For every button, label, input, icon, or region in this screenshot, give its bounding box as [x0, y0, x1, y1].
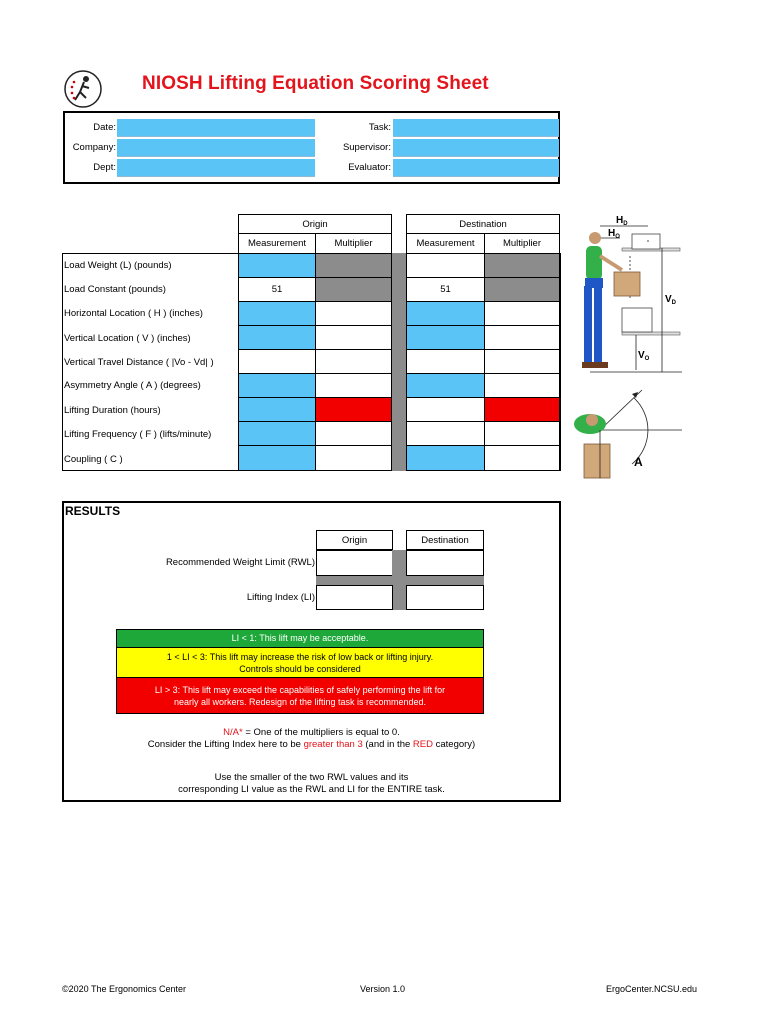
origin-load-constant-value: 51	[271, 284, 283, 295]
hd-label: $H_D$	[616, 215, 628, 227]
destination-multiplier-header: Multiplier	[502, 238, 541, 249]
origin-load-constant-multiplier	[315, 277, 392, 302]
consider-prefix: Consider the Lifting Index here to be	[147, 739, 304, 750]
na-label: N/A*	[223, 727, 243, 738]
origin-vertical-input[interactable]	[238, 325, 316, 350]
task-field[interactable]	[393, 119, 559, 137]
results-title: RESULTS	[65, 504, 121, 518]
asymmetry-angle-illustration	[570, 386, 682, 482]
row-label-travel-distance: Vertical Travel Distance ( |Vo - Vd| )	[64, 357, 214, 368]
row-label-vertical: Vertical Location ( V ) (inches)	[64, 333, 191, 344]
risk-band-red	[116, 677, 484, 714]
origin-coupling-input[interactable]	[238, 445, 316, 471]
ho-label: $H_O$	[608, 228, 620, 240]
company-field[interactable]	[117, 139, 315, 157]
origin-duration-input[interactable]	[238, 397, 316, 422]
evaluator-field[interactable]	[393, 159, 559, 177]
li-label: Lifting Index (LI)	[246, 592, 315, 603]
destination-coupling-multiplier	[484, 445, 560, 471]
results-separator-horizontal	[316, 576, 484, 585]
origin-frequency-input[interactable]	[238, 421, 316, 446]
row-label-load-constant: Load Constant (pounds)	[64, 284, 166, 295]
origin-coupling-multiplier	[315, 445, 392, 471]
table-separator	[392, 253, 406, 471]
consider-red: RED	[412, 739, 433, 750]
destination-frequency-input[interactable]	[406, 421, 485, 446]
risk-band-yellow	[116, 647, 484, 678]
note-line-1: Use the smaller of the two RWL values and its	[214, 772, 409, 783]
origin-travel-distance-multiplier	[315, 349, 392, 374]
destination-load-weight-input[interactable]	[406, 253, 485, 278]
destination-vertical-input[interactable]	[406, 325, 485, 350]
smaller-rwl-note	[62, 772, 561, 796]
lifting-posture-illustration	[570, 212, 682, 380]
li-origin-value	[316, 585, 393, 610]
origin-header: Origin	[302, 219, 328, 230]
destination-load-constant-value: 51	[440, 284, 451, 295]
results-destination-header: Destination	[421, 535, 469, 546]
red-line-2: nearly all workers. Redesign of the lifting task is recommended.	[173, 697, 427, 707]
origin-load-weight-input[interactable]	[238, 253, 316, 278]
origin-asymmetry-multiplier	[315, 373, 392, 398]
origin-travel-distance-cell	[238, 349, 316, 374]
consider-suffix: category)	[432, 739, 476, 750]
footer-website[interactable]: ErgoCenter.NCSU.edu	[606, 984, 698, 994]
rwl-origin-value	[316, 550, 393, 576]
destination-frequency-multiplier	[484, 421, 560, 446]
destination-load-weight-multiplier	[484, 253, 560, 278]
row-label-duration: Lifting Duration (hours)	[64, 405, 161, 416]
origin-vertical-multiplier	[315, 325, 392, 350]
footer-copyright: ©2020 The Ergonomics Center	[62, 984, 187, 994]
na-text: = One of the multipliers is equal to 0.	[242, 727, 400, 738]
yellow-line-1: 1 < LI < 3: This lift may increase the risk of low back or lifting injury.	[166, 652, 434, 662]
destination-travel-distance-multiplier	[484, 349, 560, 374]
vo-label: $V_O$	[638, 350, 650, 362]
destination-horizontal-multiplier	[484, 301, 560, 326]
ergonomics-center-logo	[62, 68, 104, 110]
destination-measurement-header: Measurement	[416, 238, 475, 249]
row-label-frequency: Lifting Frequency ( F ) (lifts/minute)	[64, 429, 212, 440]
angle-label: A	[634, 455, 643, 469]
date-field[interactable]	[117, 119, 315, 137]
dept-label: Dept:	[93, 162, 116, 173]
origin-measurement-header: Measurement	[247, 238, 307, 249]
rwl-label: Recommended Weight Limit (RWL)	[165, 557, 315, 568]
origin-asymmetry-input[interactable]	[238, 373, 316, 398]
supervisor-label: Supervisor:	[342, 142, 391, 153]
page-title: NIOSH Lifting Equation Scoring Sheet	[142, 73, 489, 94]
company-label: Company:	[72, 142, 116, 153]
destination-duration-multiplier	[484, 397, 560, 422]
date-label: Date:	[93, 122, 116, 133]
destination-horizontal-input[interactable]	[406, 301, 485, 326]
footer-version: Version 1.0	[360, 984, 406, 994]
dept-field[interactable]	[117, 159, 315, 177]
red-line-1: LI > 3: This lift may exceed the capabilities of safely performing the lift for	[154, 685, 446, 695]
note-line-2: corresponding LI value as the RWL and LI for the ENTIRE task.	[178, 784, 445, 795]
rwl-destination-value	[406, 550, 484, 576]
yellow-line-2: Controls should be considered	[239, 664, 361, 674]
evaluator-label: Evaluator:	[348, 162, 391, 173]
consider-mid: (and in the	[362, 739, 413, 750]
supervisor-field[interactable]	[393, 139, 559, 157]
destination-asymmetry-input[interactable]	[406, 373, 485, 398]
origin-horizontal-multiplier	[315, 301, 392, 326]
row-label-horizontal: Horizontal Location ( H ) (inches)	[64, 308, 203, 319]
row-label-load-weight: Load Weight (L) (pounds)	[64, 260, 172, 271]
origin-multiplier-header: Multiplier	[334, 238, 373, 249]
row-label-asymmetry: Asymmetry Angle ( A ) (degrees)	[64, 380, 201, 391]
destination-asymmetry-multiplier	[484, 373, 560, 398]
destination-load-constant-multiplier	[484, 277, 560, 302]
destination-coupling-input[interactable]	[406, 445, 485, 471]
origin-frequency-multiplier	[315, 421, 392, 446]
risk-band-green: LI < 1: This lift may be acceptable.	[116, 629, 484, 648]
vd-label: $V_D$	[665, 294, 677, 306]
destination-vertical-multiplier	[484, 325, 560, 350]
destination-travel-distance-cell	[406, 349, 485, 374]
li-destination-value	[406, 585, 484, 610]
destination-duration-input[interactable]	[406, 397, 485, 422]
origin-duration-multiplier	[315, 397, 392, 422]
consider-greater-than-3: greater than 3	[303, 739, 363, 750]
results-origin-header: Origin	[341, 535, 368, 546]
origin-load-weight-multiplier	[315, 253, 392, 278]
row-label-coupling: Coupling ( C )	[64, 454, 123, 465]
destination-header: Destination	[459, 219, 507, 230]
na-note	[62, 727, 561, 751]
task-label: Task:	[368, 122, 391, 133]
origin-horizontal-input[interactable]	[238, 301, 316, 326]
